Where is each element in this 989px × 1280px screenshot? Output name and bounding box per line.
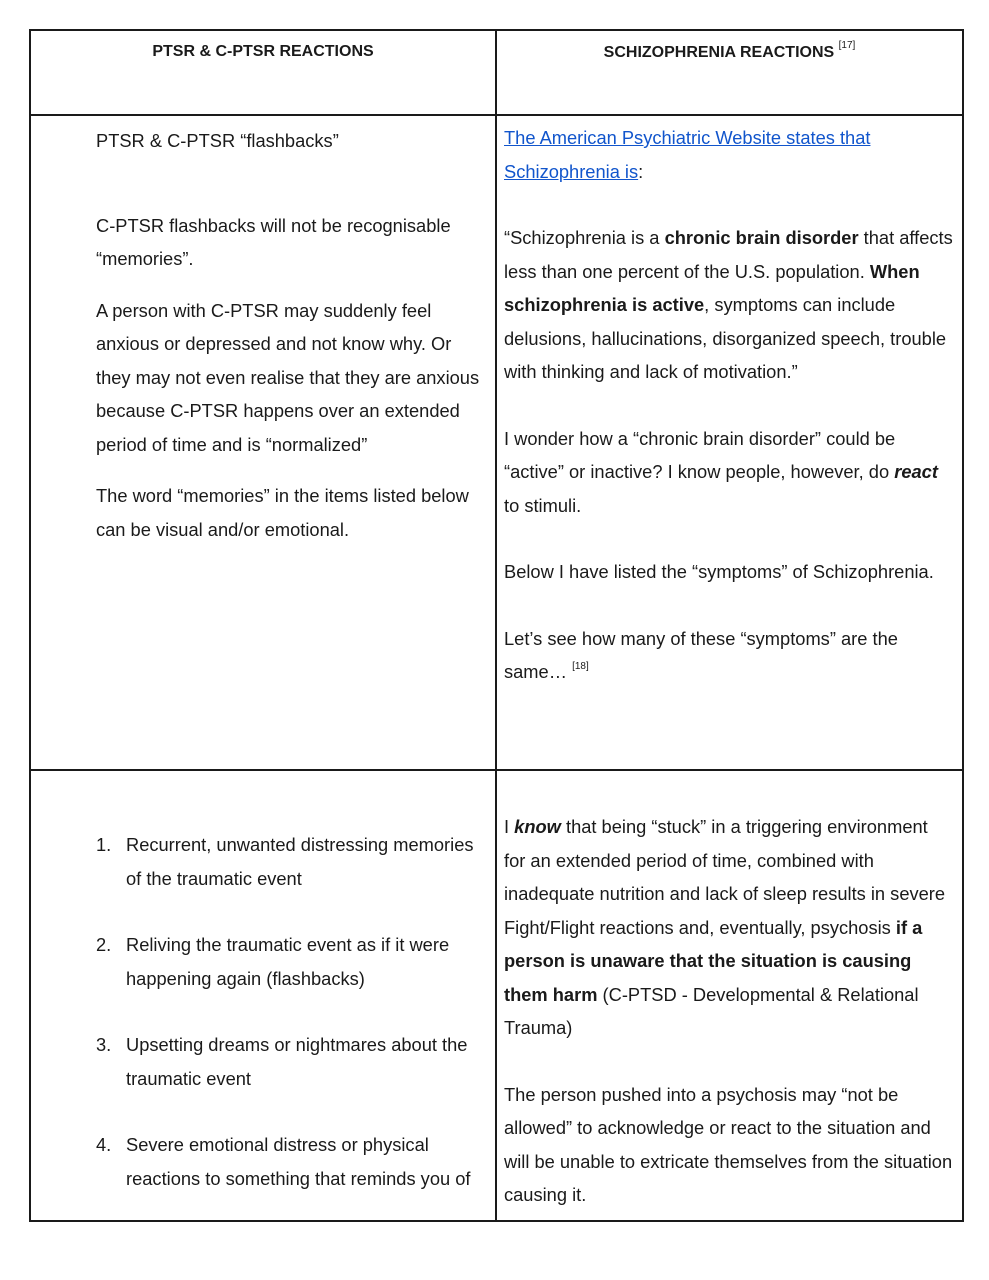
reference-18: [18] — [572, 661, 589, 672]
below-paragraph: Below I have listed the “symptoms” of Schizophrenia. — [504, 561, 934, 582]
ptsr-flashbacks-cell — [30, 115, 496, 770]
apa-website-link[interactable]: The American Psychiatric Website states that Schizophrenia is — [504, 127, 871, 182]
know-text-a: I — [504, 816, 515, 837]
list-item-text: Reliving the traumatic event as if it were happening again (flashbacks) — [126, 934, 450, 989]
list-item-text: Recurrent, unwanted distressing memories of the traumatic event — [126, 834, 474, 889]
psychosis-explanation-cell — [496, 770, 963, 1221]
apa-link-paragraph — [504, 121, 954, 188]
quote-bold-active: When schizophrenia is active — [504, 260, 920, 315]
wonder-text-a: I wonder how a “chronic brain disorder” could be “active” or inactive? I know people, however, do — [504, 427, 896, 482]
know-paragraph — [504, 810, 954, 1045]
wonder-emphasis: react — [894, 461, 938, 482]
table-row — [30, 115, 963, 770]
right-column-header — [496, 30, 963, 115]
link-suffix: : — [638, 160, 644, 182]
symptom-list — [96, 828, 487, 1195]
psychosis-paragraph: The person pushed into a psychosis may “not be allowed” to acknowledge or react to the situation and will be unable to extricate themselves from the situation causing it. — [504, 1083, 953, 1205]
list-number: 1. — [96, 834, 112, 855]
list-item — [96, 828, 487, 895]
know-emphasis: know — [514, 816, 561, 837]
wonder-text-b: to stimuli. — [504, 494, 582, 516]
table-row — [30, 770, 963, 1221]
flashbacks-paragraph-1: C-PTSR flashbacks will not be recognisable “memories”. — [96, 214, 451, 269]
list-item — [96, 1028, 487, 1095]
list-item — [96, 928, 487, 995]
left-column-header — [30, 30, 496, 115]
list-number: 3. — [96, 1034, 112, 1055]
list-item-text: Upsetting dreams or nightmares about the traumatic event — [126, 1034, 468, 1089]
quote-end: , symptoms can include delusions, hallucinations, disorganized speech, trouble with thinking and lack of motivation.” — [504, 294, 947, 382]
lets-see-paragraph — [504, 622, 954, 689]
quote-bold-chronic: chronic brain disorder — [664, 227, 859, 248]
schizophrenia-definition-cell — [496, 115, 963, 770]
quote-mid: that affects less than one percent of the U.S. population. — [504, 227, 953, 282]
flashbacks-paragraph-2: A person with C-PTSR may suddenly feel anxious or depressed and not know why. Or they may not even realise that they are anxious because C-PTSR happens over an extended period of time and is “normalized” — [96, 299, 480, 455]
know-bold: if a person is unaware that the situation is causing them harm — [504, 916, 923, 1005]
lets-see-text: Let’s see how many of these “symptoms” are the same… — [504, 627, 898, 682]
flashbacks-paragraph-3: The word “memories” in the items listed below can be visual and/or emotional. — [96, 485, 469, 540]
apa-quote — [504, 221, 954, 389]
left-header-text: PTSR & C-PTSR REACTIONS — [152, 43, 374, 60]
list-number: 4. — [96, 1134, 112, 1155]
list-item — [96, 1128, 487, 1195]
reference-17: [17] — [838, 40, 856, 51]
know-text-b: that being “stuck” in a triggering environment for an extended period of time, combined with inadequate nutrition and lack of sleep results in severe Fight/Flight reactions and, eventually, psychosis — [504, 816, 946, 938]
flashbacks-heading: PTSR & C-PTSR “flashbacks” — [96, 130, 339, 151]
list-item-text: Severe emotional distress or physical reactions to something that reminds you of — [126, 1134, 471, 1189]
right-header-text: SCHIZOPHRENIA REACTIONS — [603, 44, 835, 61]
symptom-list-cell — [30, 770, 496, 1221]
list-number: 2. — [96, 934, 112, 955]
header-row — [30, 30, 963, 115]
know-text-c: (C-PTSD - Developmental & Relational Trauma) — [504, 983, 919, 1038]
comparison-table — [29, 29, 964, 1222]
quote-open: “Schizophrenia is a — [504, 227, 665, 248]
wonder-paragraph — [504, 422, 954, 523]
